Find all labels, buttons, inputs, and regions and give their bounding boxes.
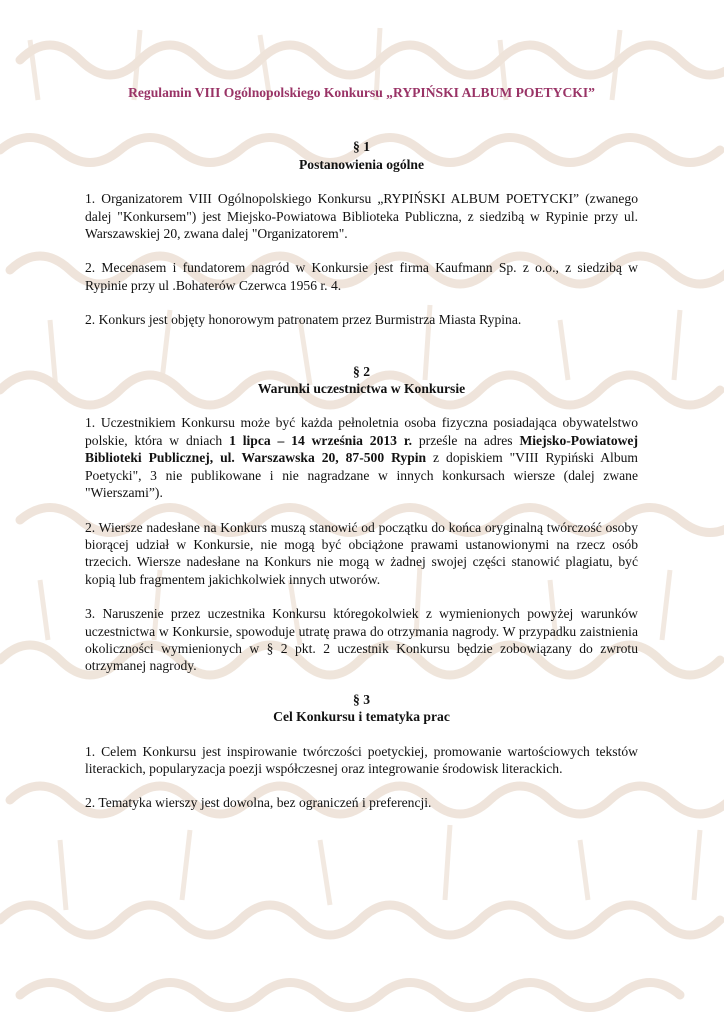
section-number: § 2: [353, 363, 370, 379]
paragraph: 2. Wiersze nadesłane na Konkurs muszą stanowić od początku do końca oryginalną twórczość osoby biorącej udział w Konkursie, nie mogą być obciążone prawami ustanowionymi na rzecz osób trzecich. Wiersze nadesłane na Konkurs nie mogą w żadnej swojej części stanowić plagiatu, być kopią lub fragmentem jakichkolwiek innych utworów.: [85, 519, 638, 587]
text-run: prześle na adres: [412, 432, 520, 448]
paragraph: 1. Organizatorem VIII Ogólnopolskiego Konkursu „RYPIŃSKI ALBUM POETYCKI” (zwanego dalej "Konkursem") jest Miejsko-Powiatowa Biblioteka Publiczna, z siedzibą w Rypinie przy ul. Warszawskiej 20, zwana dalej "Organizatorem".: [85, 191, 638, 242]
section-number: § 1: [353, 139, 370, 155]
document-title: Regulamin VIII Ogólnopolskiego Konkursu „RYPIŃSKI ALBUM POETYCKI”: [128, 85, 595, 100]
text-run: 1. Uczestnikiem Konkursu może być każda pełnoletnia osoba fizyczna posiadająca obywatelstwo polskie, która w dniach: [85, 415, 638, 448]
paragraph: 1. Celem Konkursu jest inspirowanie twórczości poetyckiej, promowanie wartościowych tekstów literackich, popularyzacja poezji współczesnej oraz integrowanie środowisk literackich.: [85, 743, 638, 776]
postal-address: Miejsko-Powiatowej Biblioteki Publicznej, ul. Warszawska 20, 87-500 Rypin: [85, 432, 638, 466]
date-range: 1 lipca – 14 września 2013 r.: [229, 432, 413, 448]
paragraph: 3. Naruszenie przez uczestnika Konkursu któregokolwiek z wymienionych powyżej warunków uczestnictwa w Konkursie, spowoduje utratę prawa do otrzymania nagrody. W przypadku zaistnienia okoliczności wymienionych w § 2 pkt. 2 uczestnik Konkursu będzie zobowiązany do zwrotu otrzymanej nagrody.: [85, 606, 638, 674]
section-3: [85, 691, 638, 812]
section-heading: Postanowienia ogólne: [299, 156, 424, 172]
text-run: z dopiskiem "VIII Rypiński Album Poetycki", 3 nie publikowane i nie nagradzane w innych konkursach wiersze (dalej zwane "Wierszami”).: [85, 450, 638, 501]
section-2: [85, 363, 638, 675]
regulation-document: [85, 84, 638, 812]
section-heading: Warunki uczestnictwa w Konkursie: [257, 381, 466, 397]
section-1: [85, 138, 638, 328]
paragraph: 2. Konkurs jest objęty honorowym patronatem przez Burmistrza Miasta Rypina.: [85, 312, 522, 328]
section-number: § 3: [353, 691, 370, 707]
paragraph: [85, 414, 638, 501]
section-heading: Cel Konkursu i tematyka prac: [273, 709, 450, 725]
paragraph: 2. Mecenasem i fundatorem nagród w Konkursie jest firma Kaufmann Sp. z o.o., z siedzibą w Rypinie przy ul .Bohaterów Czerwca 1956 r. 4.: [85, 260, 638, 293]
paragraph: 2. Tematyka wierszy jest dowolna, bez ograniczeń i preferencji.: [85, 795, 432, 811]
